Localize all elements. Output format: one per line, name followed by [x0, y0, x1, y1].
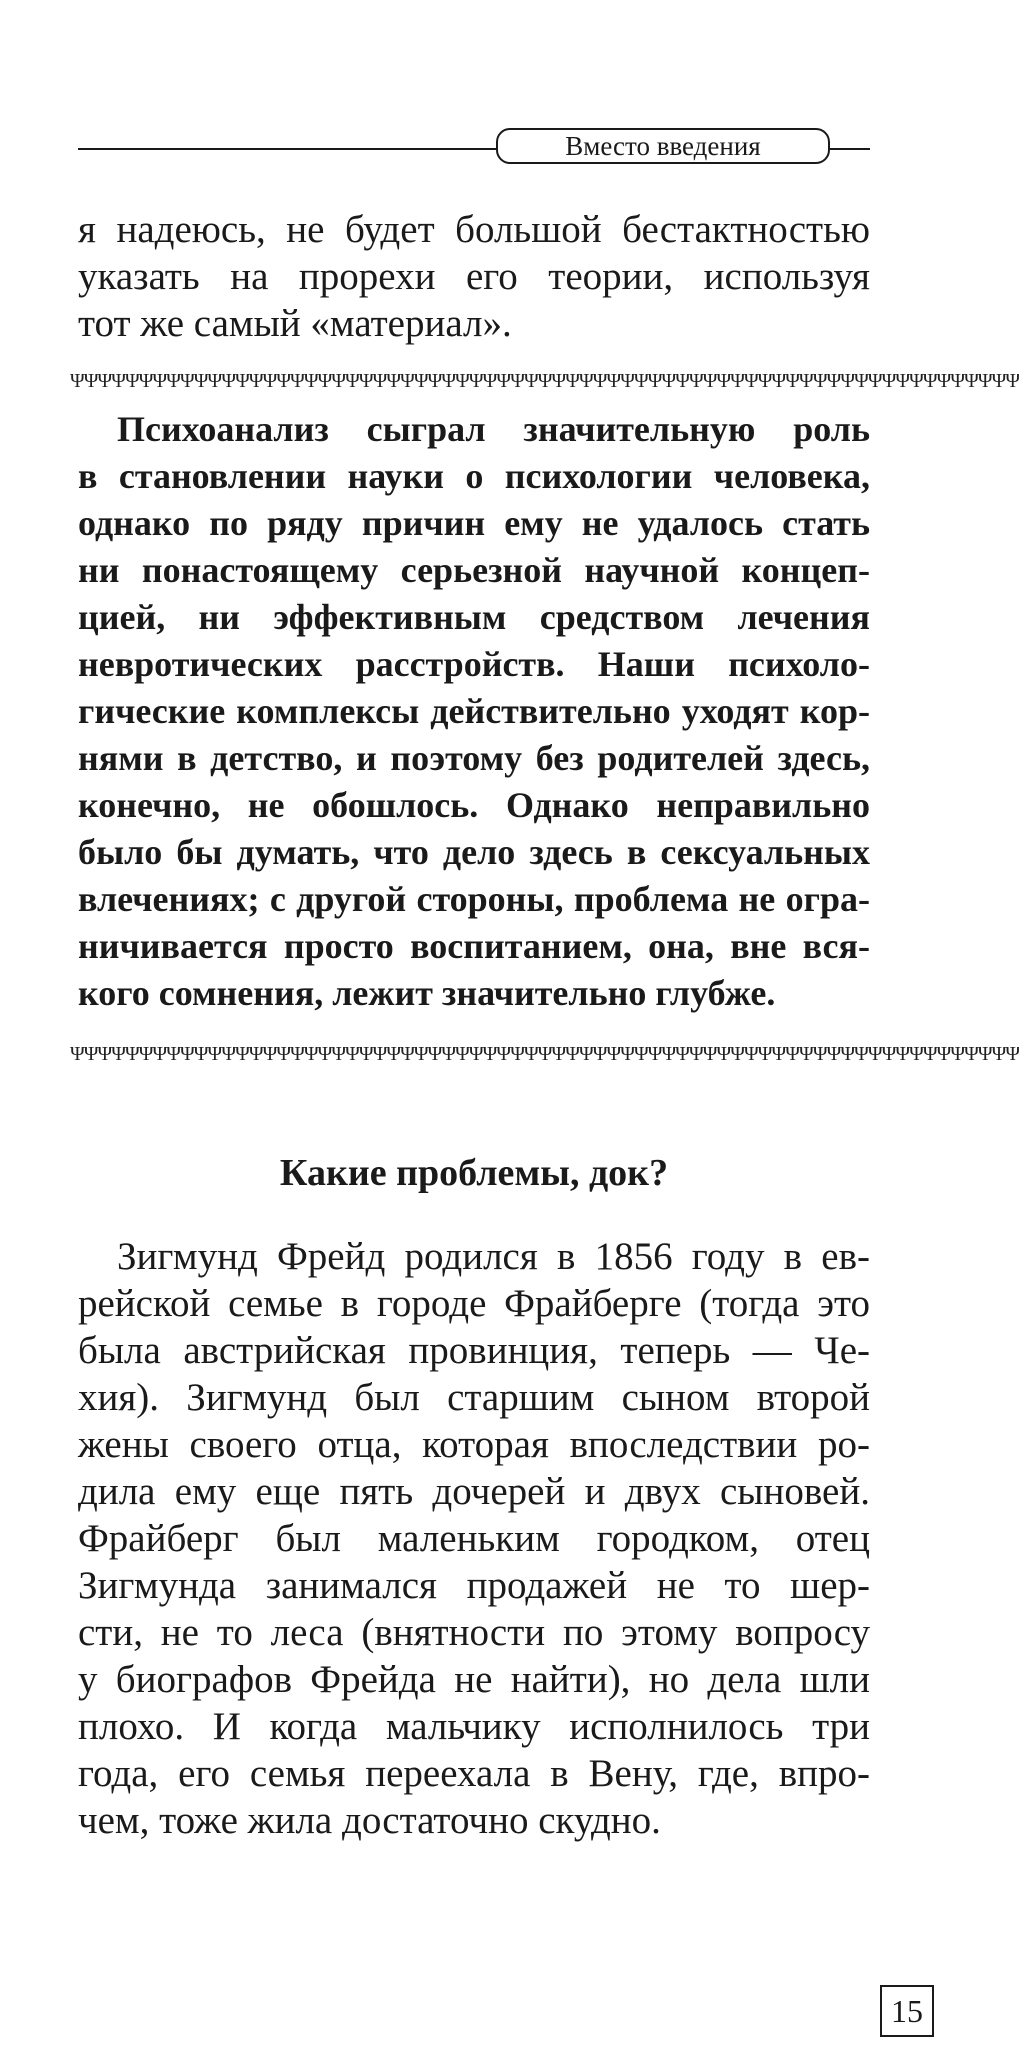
ornament-divider-bottom: ΨΨΨΨΨΨΨΨΨΨΨΨΨΨΨΨΨΨΨΨΨΨΨΨΨΨΨΨΨΨΨΨΨΨΨΨΨΨΨΨΨΨΨΨΨΨΨΨΨΨΨΨΨΨΨΨΨΨΨΨΨΨΨΨΨΨΨΨΨ [70, 1043, 1019, 1065]
summary-line: Психоанализ сыграл значительную роль [117, 409, 870, 449]
body-line: плохо. И когда мальчику исполнилось три [78, 1705, 870, 1748]
header-rule-right [830, 148, 870, 150]
summary-line: цией, ни эффективным средством лечения [78, 597, 870, 637]
summary-line: влечениях; с другой стороны, проблема не огра- [78, 879, 870, 919]
body-line: дила ему еще пять дочерей и двух сыновей. [78, 1470, 870, 1513]
page-number: 15 [880, 1985, 934, 2037]
header-rule-left [78, 148, 498, 150]
summary-line: ни понастоящему серьезной научной концеп- [78, 550, 870, 590]
intro-line: тот же самый «материал». [78, 302, 512, 345]
body-line: у биографов Фрейда не найти), но дела шли [78, 1658, 870, 1701]
ornament-divider-top: ΨΨΨΨΨΨΨΨΨΨΨΨΨΨΨΨΨΨΨΨΨΨΨΨΨΨΨΨΨΨΨΨΨΨΨΨΨΨΨΨΨΨΨΨΨΨΨΨΨΨΨΨΨΨΨΨΨΨΨΨΨΨΨΨΨΨΨΨΨ [70, 370, 1019, 392]
body-line: Зигмунд Фрейд родился в 1856 году в ев- [117, 1235, 870, 1278]
summary-line: кого сомнения, лежит значительно глубже. [78, 973, 776, 1013]
body-line: рейской семье в городе Фрайберге (тогда это [78, 1282, 870, 1325]
body-line: была австрийская провинция, теперь — Че- [78, 1329, 870, 1372]
summary-line: однако по ряду причин ему не удалось стать [78, 503, 870, 543]
summary-line: ничивается просто воспитанием, она, вне вся- [78, 926, 870, 966]
body-line: чем, тоже жила достаточно скудно. [78, 1799, 661, 1842]
body-line: сти, не то леса (внятности по этому вопросу [78, 1611, 870, 1654]
section-heading: Какие проблемы, док? [279, 1152, 669, 1194]
summary-line: было бы думать, что дело здесь в сексуальных [78, 832, 870, 872]
summary-line: нями в детство, и поэтому без родителей здесь, [78, 738, 870, 778]
summary-line: в становлении науки о психологии человека, [78, 456, 870, 496]
body-line: года, его семья переехала в Вену, где, впро- [78, 1752, 870, 1795]
intro-line: я надеюсь, не будет большой бестактностью [78, 208, 870, 251]
running-header [78, 128, 870, 168]
summary-line: гические комплексы действительно уходят кор- [78, 691, 870, 731]
section-title-label: Вместо введения [496, 128, 830, 164]
summary-line: невротических расстройств. Наши психоло- [78, 644, 870, 684]
body-line: жены своего отца, которая впоследствии ро- [78, 1423, 870, 1466]
body-line: хия). Зигмунд был старшим сыном второй [78, 1376, 870, 1419]
summary-line: конечно, не обошлось. Однако неправильно [78, 785, 870, 825]
body-line: Зигмунда занимался продажей не то шер- [78, 1564, 870, 1607]
body-line: Фрайберг был маленьким городком, отец [78, 1517, 870, 1560]
intro-line: указать на прорехи его теории, используя [78, 255, 870, 298]
